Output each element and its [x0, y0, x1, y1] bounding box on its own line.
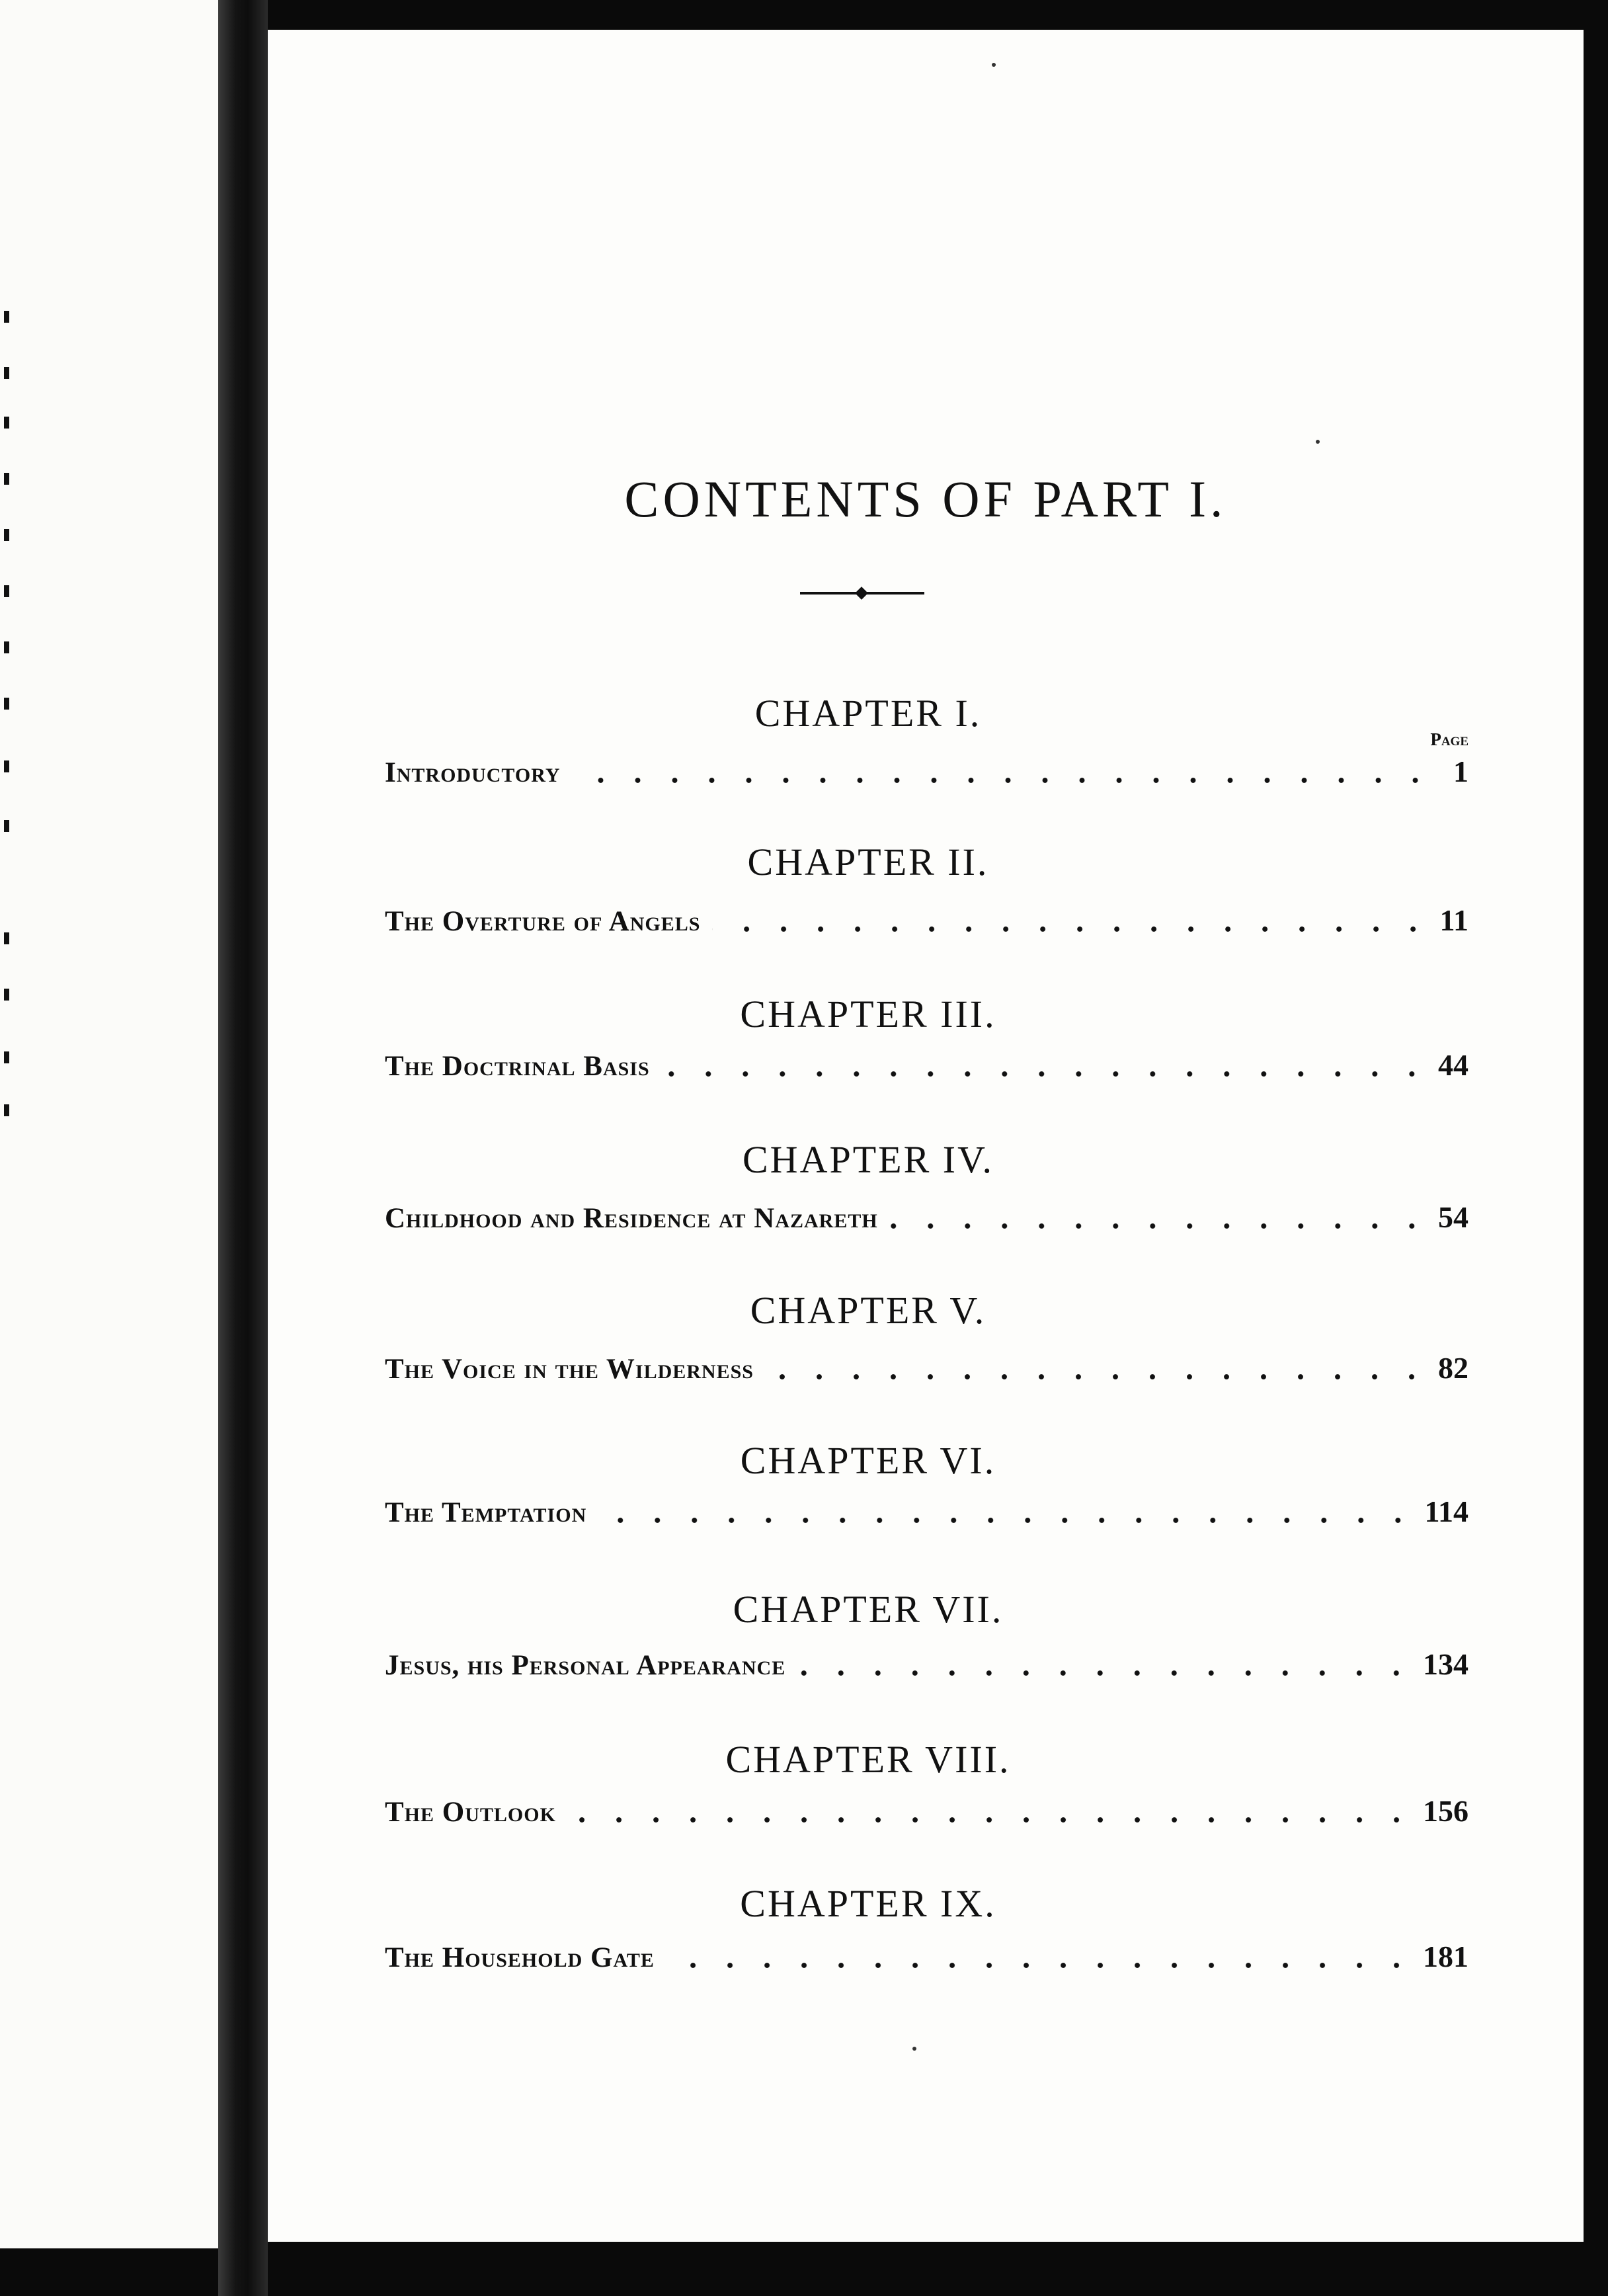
toc-entry-page: 114 [1424, 1495, 1468, 1528]
toc-entry-page: 181 [1423, 1940, 1468, 1973]
contents-page [268, 30, 1584, 2242]
toc-entry-title: The Voice in the Wilderness [385, 1354, 754, 1385]
dot-leader [662, 1071, 1430, 1077]
toc-entry[interactable] [385, 749, 1468, 789]
chapter-heading: CHAPTER III. [740, 993, 996, 1036]
dot-leader [890, 1223, 1430, 1229]
toc-entry-page: 11 [1439, 903, 1468, 937]
toc-entry-title: Introductory [385, 757, 561, 788]
toc-entry-page: 156 [1423, 1794, 1468, 1828]
toc-entry-title: The Household Gate [385, 1942, 655, 1973]
page-column-label: Page [1430, 729, 1468, 749]
toc-entry[interactable] [385, 1642, 1468, 1682]
dot-leader [572, 777, 1434, 784]
paper-speck [992, 63, 996, 67]
facing-page-text-fragment [4, 760, 9, 772]
facing-page-text-fragment [4, 1051, 9, 1063]
toc-entry-page: 134 [1423, 1647, 1468, 1681]
dot-leader [568, 1817, 1415, 1823]
paper-speck [1316, 440, 1320, 444]
toc-entry[interactable] [385, 1195, 1468, 1235]
chapter-heading: CHAPTER VIII. [725, 1738, 1011, 1781]
paper-speck [912, 2047, 916, 2051]
facing-page-text-fragment [4, 1104, 9, 1116]
facing-page-text-fragment [4, 367, 9, 379]
facing-page-text-fragment [4, 585, 9, 597]
toc-entry-title: Jesus, his Personal Appearance [385, 1650, 786, 1681]
toc-entry[interactable] [385, 898, 1468, 938]
facing-page-text-fragment [4, 641, 9, 653]
dot-leader [666, 1962, 1415, 1969]
toc-entry[interactable] [385, 1934, 1468, 1974]
dot-leader [797, 1670, 1415, 1676]
facing-page-text-fragment [4, 932, 9, 944]
dot-leader [766, 1374, 1430, 1380]
dot-leader [712, 926, 1431, 932]
toc-entry-title: The Doctrinal Basis [385, 1051, 650, 1082]
toc-entry-title: The Outlook [385, 1797, 556, 1828]
title-ornament-rule [800, 587, 924, 600]
toc-entry-title: The Overture of Angels [385, 906, 701, 937]
facing-page [0, 0, 218, 2248]
toc-entry-page: 54 [1438, 1200, 1468, 1234]
facing-page-text-fragment [4, 820, 9, 832]
toc-entry[interactable] [385, 1489, 1468, 1529]
toc-entry-title: Childhood and Residence at Nazareth [385, 1203, 878, 1234]
chapter-heading: CHAPTER I. [754, 692, 982, 735]
chapter-heading: CHAPTER IX. [740, 1882, 996, 1925]
toc-entry[interactable] [385, 1789, 1468, 1828]
facing-page-text-fragment [4, 311, 9, 323]
chapter-heading: CHAPTER V. [750, 1289, 986, 1332]
dot-leader [598, 1517, 1416, 1524]
facing-page-text-fragment [4, 529, 9, 541]
toc-entry-page: 44 [1438, 1048, 1468, 1082]
chapter-heading: CHAPTER IV. [743, 1138, 994, 1181]
facing-page-text-fragment [4, 473, 9, 485]
chapter-heading: CHAPTER VII. [733, 1588, 1004, 1631]
page-title: CONTENTS OF PART I. [624, 470, 1227, 528]
toc-entry-page: 1 [1453, 755, 1468, 788]
facing-page-text-fragment [4, 698, 9, 710]
toc-entry[interactable] [385, 1346, 1468, 1385]
toc-entry-page: 82 [1438, 1351, 1468, 1385]
chapter-heading: CHAPTER VI. [740, 1439, 996, 1482]
book-binding-gutter [218, 0, 268, 2296]
facing-page-text-fragment [4, 989, 9, 1001]
toc-entry[interactable] [385, 1043, 1468, 1083]
toc-entry-title: The Temptation [385, 1497, 587, 1528]
facing-page-text-fragment [4, 417, 9, 429]
chapter-heading: CHAPTER II. [747, 840, 989, 883]
